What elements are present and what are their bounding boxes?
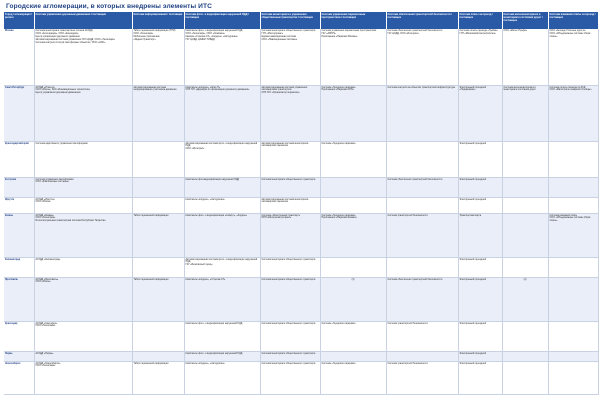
table-cell [502, 29, 548, 85]
cell-text: Транспортная карта [459, 214, 482, 217]
cell-text: Комплексы фото- и видеофиксации «Азимут», «Кордон» [185, 214, 247, 217]
table-cell [458, 351, 502, 361]
table-row [4, 257, 598, 277]
column-header: Система платы за проезд / поставщик [458, 12, 502, 29]
table-cell [132, 29, 184, 85]
table-cell [184, 85, 260, 141]
table-cell [548, 197, 598, 213]
table-cell [548, 361, 598, 394]
cell-text: Электронный проездной [459, 198, 486, 201]
cell-text: ООО «Технопарк» [35, 217, 56, 220]
its-table [4, 12, 599, 395]
cell-text: Интеллектуальная транспортная система Республики Татарстан [35, 220, 106, 223]
table-cell [132, 213, 184, 257]
cell-text: ООО «Объединённые системы сбора платы» [549, 32, 591, 38]
cell-text: ООО «Магистраль северной столицы» [549, 89, 592, 92]
table-cell [548, 141, 598, 177]
city-cell: Москва [4, 29, 34, 85]
table-cell [386, 361, 458, 394]
table-cell [320, 257, 386, 277]
table-cell [502, 177, 548, 197]
header-row [4, 12, 598, 29]
cell-text: Автоматизированная система мониторинга пассажирских перевозок [261, 198, 309, 204]
cell-text: Система управления парковочным пространством [321, 30, 377, 32]
cell-text: Система «Электронный транспорт» [261, 214, 301, 217]
table-cell [132, 361, 184, 394]
table-cell [386, 197, 458, 213]
table-cell [132, 85, 184, 141]
cell-text: Система обеспечения транспортной безопасности [387, 30, 443, 32]
table-cell [184, 141, 260, 177]
table-cell [184, 213, 260, 257]
cell-text: ГУП «Мосгортранс» [261, 32, 284, 35]
table-cell [548, 321, 598, 351]
cell-text: Комплексы фото- и видеофиксации нарушений ПДД [185, 30, 243, 32]
cell-text: АСУДД «Светофор» [35, 322, 58, 325]
city-cell: Новосибирск [4, 361, 34, 394]
table-row [4, 351, 598, 361]
cell-text: Центр управления дорожным движением [35, 92, 81, 95]
column-header: Система фото- и видеофиксации нарушений ПДД / поставщик [184, 12, 260, 29]
city-cell: Санкт-Петербург [4, 85, 34, 141]
cell-text: Комплексы «Кордон», «Крис-П» [185, 86, 221, 89]
table-cell [548, 277, 598, 321]
table-cell [502, 321, 548, 351]
cell-text: Система контроля статуса светофорных объектов / ООО «АИС» [35, 41, 106, 44]
table-row [4, 85, 598, 141]
column-header: Система метеомониторинга и мониторинга состояния дорог / поставщик [502, 12, 548, 29]
table-cell [386, 351, 458, 361]
cell-text: Система мониторинга общественного транспорта [261, 258, 316, 261]
cell-text: Система «Городские парковки» [321, 86, 356, 89]
table-cell [502, 351, 548, 361]
table-cell [260, 277, 320, 321]
table-cell [34, 177, 132, 197]
table-cell [320, 351, 386, 361]
table-cell [548, 29, 598, 85]
column-header: Система информирования / поставщик [132, 12, 184, 29]
cell-text: Комплексы «Кордон», «Стрелка-СТ» [185, 278, 226, 281]
table-cell [184, 29, 260, 85]
cell-text: Центр организации дорожного движения [35, 35, 80, 38]
cell-text: Электронный проездной [459, 362, 486, 365]
city-cell: Ярославль [4, 277, 34, 321]
column-header: Город / агломерация / регион [4, 12, 34, 29]
table-cell [458, 361, 502, 394]
page-title: Городские агломерации, в которых внедрены элементы ИТС [6, 3, 213, 10]
cell-text: Приложение «Парковки СПб» [321, 89, 354, 92]
cell-text: АСУДД «Новосибирск» [35, 362, 61, 365]
cell-text: Приложение «Парковки Казани» [321, 217, 357, 220]
cell-text: ООО «Иткон» [35, 281, 51, 284]
table-cell [132, 351, 184, 361]
cell-text: ООО «Автодор-Платные дороги» [549, 30, 586, 32]
cell-text: Электронный проездной [459, 258, 486, 261]
table-cell [386, 321, 458, 351]
cell-text: ГУП «Московский метрополитен» [459, 32, 496, 35]
table-cell [320, 213, 386, 257]
cell-text: Автоматизированная система фото- и видеофиксации нарушений ПДД [185, 258, 258, 264]
table-cell [502, 257, 548, 277]
cell-text: (1) [351, 278, 355, 281]
cell-text: ГКУ ЦОДД, ООО «Интеграл» [387, 32, 419, 35]
table-cell [458, 197, 502, 213]
table-cell [184, 361, 260, 394]
table-cell [34, 351, 132, 361]
cell-text: МУП «Метроэлектротранс» [261, 217, 292, 220]
cell-text: СПб ГКУ «Дирекция по организации дорожного движения» [185, 89, 250, 92]
cell-text: Приложение «Парковки Москвы» [321, 35, 358, 38]
cell-text: Электронный проездной «Подорожник» [459, 86, 486, 92]
cell-text: ООО «Навигационные системы» [261, 38, 298, 41]
cell-text: Электронный проездной [459, 322, 486, 325]
cell-text: Автоматизированная система управления ГКУ ЦОДД / ООО «Технопарк» [35, 38, 115, 41]
table-cell [34, 321, 132, 351]
table-cell [34, 213, 132, 257]
cell-text: Система «Городские парковки» [321, 142, 356, 145]
table-cell [132, 257, 184, 277]
cell-text: АСУДД «Пермь» [35, 352, 54, 355]
cell-text: АСУДД «Иткон-2» [35, 86, 55, 89]
table-cell [548, 177, 598, 197]
cell-text: Система транспортной безопасности [387, 362, 428, 365]
cell-text: Система мониторинга общественного транспорта [261, 322, 316, 325]
column-header: Система управления дорожным движением / поставщик [34, 12, 132, 29]
cell-text: ООО «Метео Профи» [503, 30, 528, 32]
cell-text: Электронный проездной [459, 178, 486, 181]
table-cell [320, 277, 386, 321]
table-row [4, 141, 598, 177]
cell-text: Система мониторинга транспортных потоков АСУДД [35, 30, 93, 32]
cell-text: Система обеспечения транспортной безопасности [387, 178, 443, 181]
table-cell [184, 177, 260, 197]
table-cell [502, 213, 548, 257]
cell-text: Система транспортной безопасности [387, 214, 428, 217]
table-cell [260, 351, 320, 361]
table-cell [386, 277, 458, 321]
cell-text: Электронный проездной [459, 278, 486, 281]
table-cell [386, 177, 458, 197]
cell-text: ООО «Технопарк» [35, 365, 56, 368]
cell-text: Табло переменной информации [133, 214, 169, 217]
city-cell: Краснодар [4, 321, 34, 351]
table-cell [132, 277, 184, 321]
table-cell [260, 85, 320, 141]
cell-text: Автоматизированная система информирования участников движения [133, 86, 177, 92]
table-body [4, 29, 598, 394]
cell-text: Система управления светофорами [35, 178, 74, 181]
table-row [4, 277, 598, 321]
cell-text: Система метеомониторинга и мониторинга состояния дорог [503, 86, 536, 92]
cell-text: Система оплаты проезда по ЗСД [549, 86, 586, 89]
cell-text: Система адаптивного управления светофорами [35, 142, 88, 145]
city-cell: Иркутск [4, 197, 34, 213]
cell-text: ООО «Комплексные системы» [35, 181, 69, 184]
cell-text: ГКУ ЦОДД, ЦАФАП ГИБДД [185, 38, 215, 41]
table-cell [458, 29, 502, 85]
table-cell [260, 29, 320, 85]
cell-text: Система мониторинга общественного транспорта [261, 362, 316, 365]
table-cell [34, 29, 132, 85]
table-cell [260, 257, 320, 277]
cell-text: ГКУ «Безопасный город» [185, 264, 213, 267]
cell-text: Автоматизированная система мониторинга пассажирских перевозок [261, 142, 309, 148]
table-cell [132, 141, 184, 177]
table-cell [260, 213, 320, 257]
table-cell [320, 321, 386, 351]
cell-text: ООО «Иткон» [35, 201, 51, 204]
table-cell [386, 257, 458, 277]
table-cell [548, 85, 598, 141]
table-cell [184, 351, 260, 361]
table-cell [502, 141, 548, 177]
cell-text: Система «Городские парковки» [321, 322, 356, 325]
table-cell [184, 277, 260, 321]
column-header: Система взимания платы за проезд / поставщик [548, 12, 598, 29]
cell-text: АСУДД «Казань» [35, 214, 54, 217]
cell-text: Автоматизированная система фото- и видеофиксации нарушений ПДД [185, 142, 258, 148]
cell-text: Система мониторинга общественного транспорта [261, 30, 316, 32]
cell-text: Комплексы «Кордон», «Автоураган» [185, 362, 225, 365]
table-cell [320, 29, 386, 85]
table-cell [260, 177, 320, 197]
table-cell [132, 321, 184, 351]
cell-text: Система «Городские парковки» [321, 214, 356, 217]
cell-text: ООО «Технопарк» [35, 325, 56, 328]
table-cell [502, 277, 548, 321]
table-cell [548, 257, 598, 277]
cell-text: Комплексы фотовидеофиксации нарушений ПДД [185, 178, 240, 181]
table-cell [386, 29, 458, 85]
cell-text: Электронный проездной [459, 142, 486, 145]
cell-text: Система мониторинга общественного транспорта [261, 278, 316, 281]
table-cell [502, 361, 548, 394]
table-cell [184, 197, 260, 213]
cell-text: СПб ГКУ «Организатор перевозок» [261, 92, 300, 95]
table-cell [260, 197, 320, 213]
city-cell: Кострома [4, 177, 34, 197]
table-row [4, 197, 598, 213]
cell-text: Электронный проездной [459, 352, 486, 355]
table-cell [386, 141, 458, 177]
table-cell [458, 321, 502, 351]
table-cell [260, 141, 320, 177]
table-cell [458, 277, 502, 321]
cell-text: Табло переменной информации [133, 362, 169, 365]
table-cell [34, 257, 132, 277]
cell-text: Система «Городские парковки» [321, 362, 356, 365]
table-row [4, 321, 598, 351]
table-cell [502, 197, 548, 213]
column-header: Система мониторинга и управления общественным транспортом / поставщик [260, 12, 320, 29]
cell-text: Автоматизированная система управления пассажирским транспортом [261, 86, 308, 92]
table-cell [132, 177, 184, 197]
cell-text: Система взимания платы [549, 214, 578, 217]
table-cell [386, 213, 458, 257]
cell-text: ООО «Ассоциация», ООО «Конкордия» [35, 32, 79, 35]
table-cell [320, 361, 386, 394]
table-cell [260, 321, 320, 351]
table-cell [458, 141, 502, 177]
cell-text: Комплексы фото- и видеофиксации нарушений ПДД [185, 322, 243, 325]
table-row [4, 213, 598, 257]
cell-text: АСУДД «Ярославль» [35, 278, 59, 281]
cell-text: Камеры «Стрелка-СТ», «Кордон», «Автоураган» [185, 35, 238, 38]
table-cell [548, 213, 598, 257]
cell-text: ООО «Технопарк», ООО «Симикон» [185, 32, 225, 35]
table-cell [184, 257, 260, 277]
cell-text: Система обеспечения транспортной безопасности [387, 278, 443, 281]
table-cell [386, 85, 458, 141]
table-cell [34, 85, 132, 141]
cell-text: Единая навигационная система [261, 35, 296, 38]
table-cell [132, 197, 184, 213]
cell-text: Мобильное приложение «Яндекс.Транспорт» [133, 35, 160, 41]
cell-text: (1) [523, 278, 527, 281]
table-row [4, 177, 598, 197]
table-cell [320, 177, 386, 197]
table-cell [184, 321, 260, 351]
cell-text: Комплексы фото- и видеофиксации нарушений ПДД [185, 352, 243, 355]
table-cell [458, 177, 502, 197]
table-cell [458, 85, 502, 141]
cell-text: Табло переменной информации (ТПИ) [133, 30, 176, 32]
table-cell [320, 197, 386, 213]
cell-text: ООО «Технопарк» [133, 32, 154, 35]
table-cell [320, 85, 386, 141]
table-cell [320, 141, 386, 177]
cell-text: Система мониторинга общественного транспорта [261, 352, 316, 355]
table-cell [34, 361, 132, 394]
table-cell [260, 361, 320, 394]
table-cell [34, 197, 132, 213]
table-cell [548, 351, 598, 361]
column-header: Система обеспечения транспортной безопасности / поставщик [386, 12, 458, 29]
cell-text: АСУДД «Иркутск» [35, 198, 55, 201]
table-cell [458, 257, 502, 277]
table-cell [458, 213, 502, 257]
cell-text: ООО «Объединённые системы сбора платы» [549, 217, 591, 223]
city-cell: Казань [4, 213, 34, 257]
table-row [4, 361, 598, 394]
table-cell [502, 85, 548, 141]
cell-text: Система мониторинга общественного транспорта [261, 178, 316, 181]
cell-text: ООО «Интеграл» [185, 148, 205, 151]
cell-text: Система контроля на объектах транспортной инфраструктуры [387, 86, 456, 89]
cell-text: Система оплаты проезда «Тройка» [459, 30, 498, 32]
column-header: Система управления парковочным пространством / поставщик [320, 12, 386, 29]
cell-text: Система транспортной безопасности [387, 322, 428, 325]
city-cell: Калининград [4, 257, 34, 277]
city-cell: Пермь [4, 351, 34, 361]
table-cell [34, 277, 132, 321]
cell-text: Табло переменной информации [133, 278, 169, 281]
table-cell [34, 141, 132, 177]
cell-text: АСУДД «Калининград» [35, 258, 61, 261]
city-cell: Краснодарский край [4, 141, 34, 177]
table-row [4, 29, 598, 85]
cell-text: ГКУ «АМПП» [321, 32, 336, 35]
cell-text: Комплексы «Кордон», «Автоураган» [185, 198, 225, 201]
cell-text: ООО «Иткон», ЗАО «Инновационные технологии» [35, 89, 91, 92]
